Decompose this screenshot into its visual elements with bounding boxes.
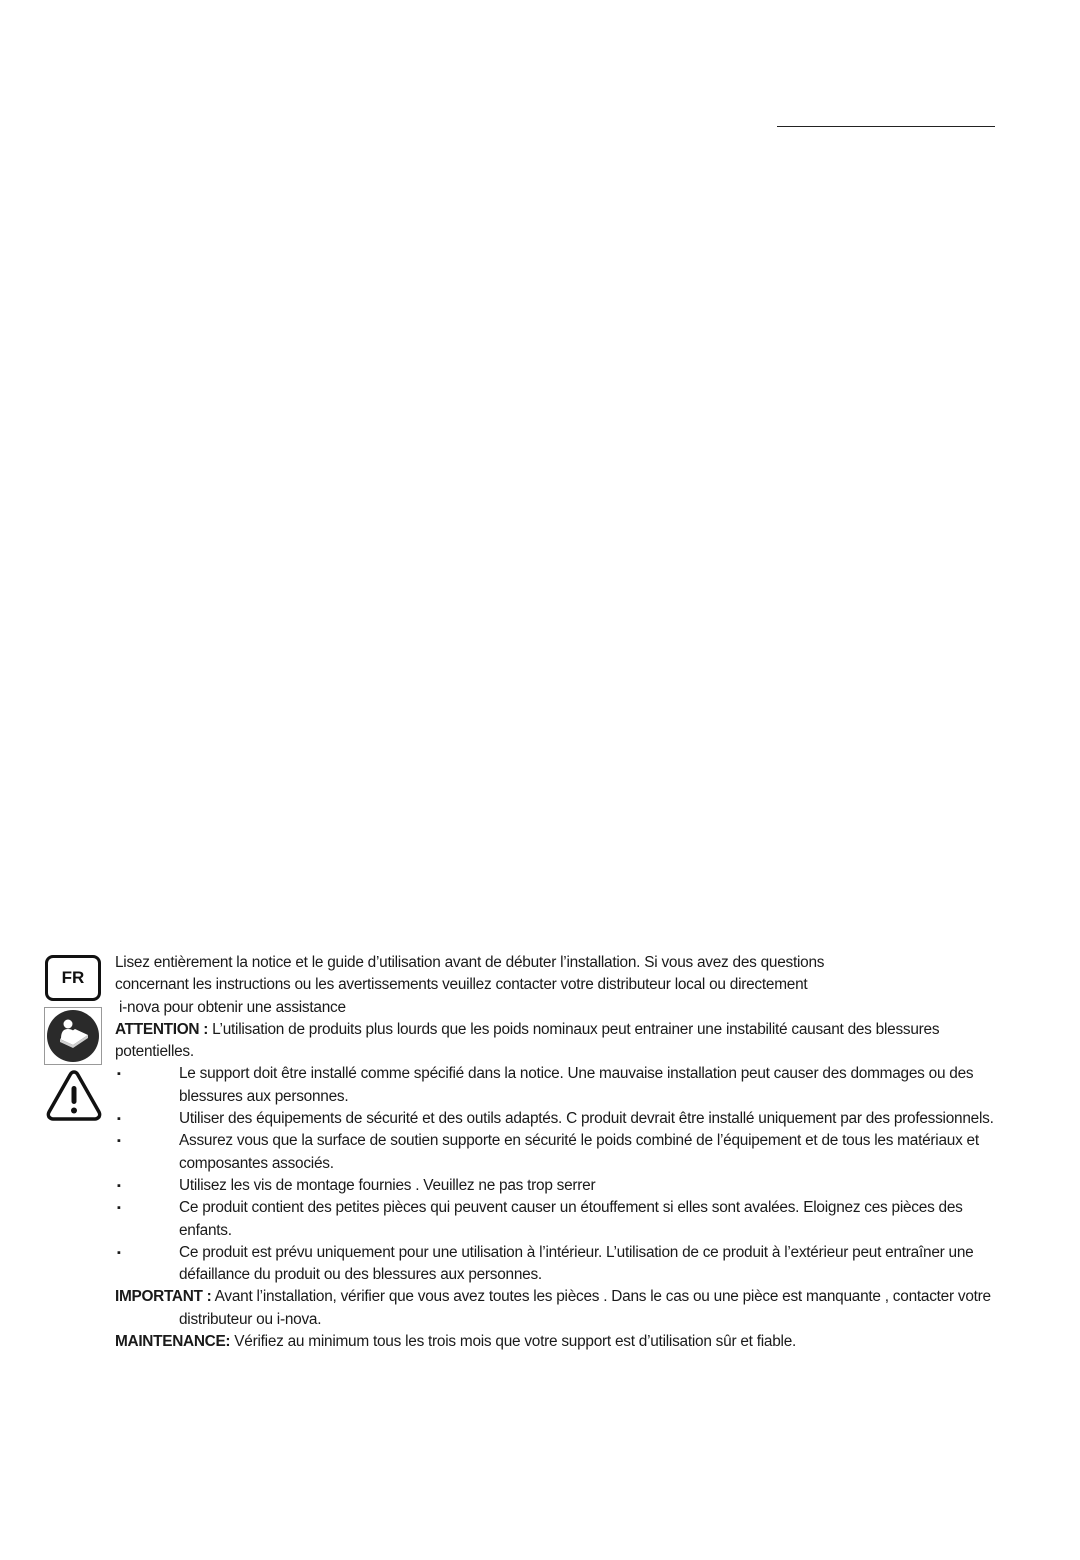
bullet-icon: ▪ (117, 1179, 121, 1192)
bullet-icon: ▪ (117, 1202, 121, 1215)
important-paragraph (115, 1286, 1015, 1331)
language-badge: FR (45, 955, 101, 1001)
bullet-icon: ▪ (117, 1135, 121, 1148)
safety-notice (115, 952, 1015, 1353)
attention-paragraph (115, 1019, 1015, 1064)
list-item (115, 1130, 1015, 1175)
bullet-text: Assurez vous que la surface de soutien supporte en sécurité le poids combiné de l’équipement et de tous les matériaux et composantes associés. (179, 1132, 979, 1172)
important-text: Avant l’installation, vérifier que vous avez toutes les pièces . Dans le cas ou une pièce est manquante , contacter votre distributeur ou i-nova. (179, 1288, 991, 1328)
icon-column (44, 955, 106, 1123)
list-item (115, 1197, 1015, 1242)
read-manual-icon (44, 1007, 102, 1065)
bullet-icon: ▪ (117, 1246, 121, 1259)
list-item (115, 1063, 1015, 1108)
warning-triangle-icon (44, 1067, 104, 1123)
list-item (115, 1175, 1015, 1197)
maintenance-paragraph (115, 1331, 1015, 1353)
bullet-text: Utiliser des équipements de sécurité et des outils adaptés. C produit devrait être installé uniquement par des professionnels. (179, 1110, 994, 1128)
important-label: IMPORTANT : (115, 1288, 212, 1306)
bullet-text: Utilisez les vis de montage fournies . Veuillez ne pas trop serrer (179, 1176, 596, 1194)
maintenance-text: Vérifiez au minimum tous les trois mois que votre support est d’utilisation sûr et fiable. (234, 1333, 797, 1351)
bullet-text: Ce produit est prévu uniquement pour une utilisation à l’intérieur. L’utilisation de ce produit à l’extérieur peut entraîner une défaillance du produit ou des blessures aux personnes. (179, 1243, 974, 1284)
attention-label: ATTENTION : (115, 1020, 209, 1038)
bullet-text: Ce produit contient des petites pièces qui peuvent causer un étouffement si elles sont avalées. Eloignez ces pièces des enfants. (179, 1199, 963, 1239)
bullet-text: Le support doit être installé comme spécifié dans la notice. Une mauvaise installation peut causer des dommages ou des blessures aux personnes. (179, 1065, 974, 1105)
bullet-icon: ▪ (117, 1068, 121, 1081)
safety-bullet-list (115, 1063, 1015, 1286)
bullet-icon: ▪ (117, 1113, 121, 1126)
maintenance-label: MAINTENANCE: (115, 1333, 231, 1351)
intro-line-2: concernant les instructions ou les avertissements veuillez contacter votre distributeur local ou directement (115, 976, 808, 994)
attention-text: L’utilisation de produits plus lourds que les poids nominaux peut entrainer une instabilité causant des blessures potentielles. (115, 1020, 940, 1061)
intro-line-1: Lisez entièrement la notice et le guide d’utilisation avant de débuter l’installation. Si vous avez des questions (115, 954, 825, 971)
list-item (115, 1108, 1015, 1130)
intro-line-3: i-nova pour obtenir une assistance (119, 998, 346, 1016)
list-item (115, 1242, 1015, 1287)
top-horizontal-rule (777, 126, 995, 127)
